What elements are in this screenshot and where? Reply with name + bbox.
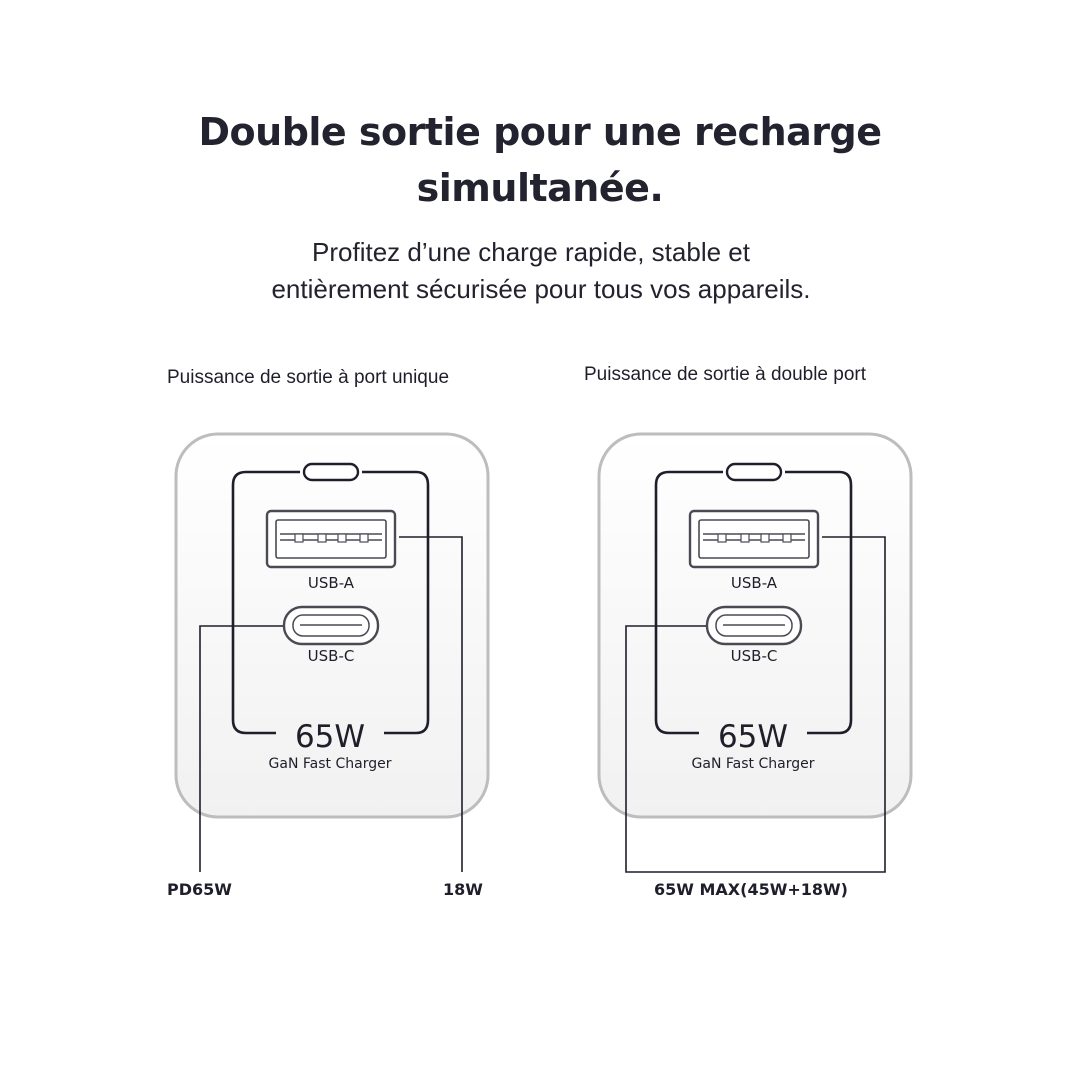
callout-18w: 18W	[443, 880, 483, 899]
usb-a-label: USB-A	[730, 574, 778, 592]
product-label: GaN Fast Charger	[268, 756, 392, 772]
usb-c-label: USB-C	[730, 647, 778, 665]
caption-single-port: Puissance de sortie à port unique	[167, 367, 450, 388]
title-line-1: Double sortie pour une recharge	[198, 110, 882, 154]
subtitle-line-1: Profitez d’une charge rapide, stable et	[312, 237, 750, 267]
usb-c-port-icon	[284, 607, 378, 644]
wattage-label: 65W	[717, 719, 789, 755]
charger-single-port	[167, 434, 488, 899]
wattage-label: 65W	[294, 719, 366, 755]
subtitle-line-2: entièrement sécurisée pour tous vos appareils.	[271, 274, 811, 304]
usb-c-port-icon	[707, 607, 801, 644]
usb-a-port-icon	[267, 511, 395, 567]
callout-pd65w: PD65W	[167, 880, 232, 899]
charger-dual-port	[599, 434, 911, 899]
caption-dual-port: Puissance de sortie à double port	[584, 364, 867, 385]
callout-combined: 65W MAX(45W+18W)	[654, 880, 848, 899]
usb-a-port-icon	[690, 511, 818, 567]
status-led	[304, 464, 358, 480]
status-led	[727, 464, 781, 480]
title-line-2: simultanée.	[416, 166, 664, 210]
product-label: GaN Fast Charger	[691, 756, 815, 772]
usb-a-label: USB-A	[307, 574, 355, 592]
usb-c-label: USB-C	[307, 647, 355, 665]
